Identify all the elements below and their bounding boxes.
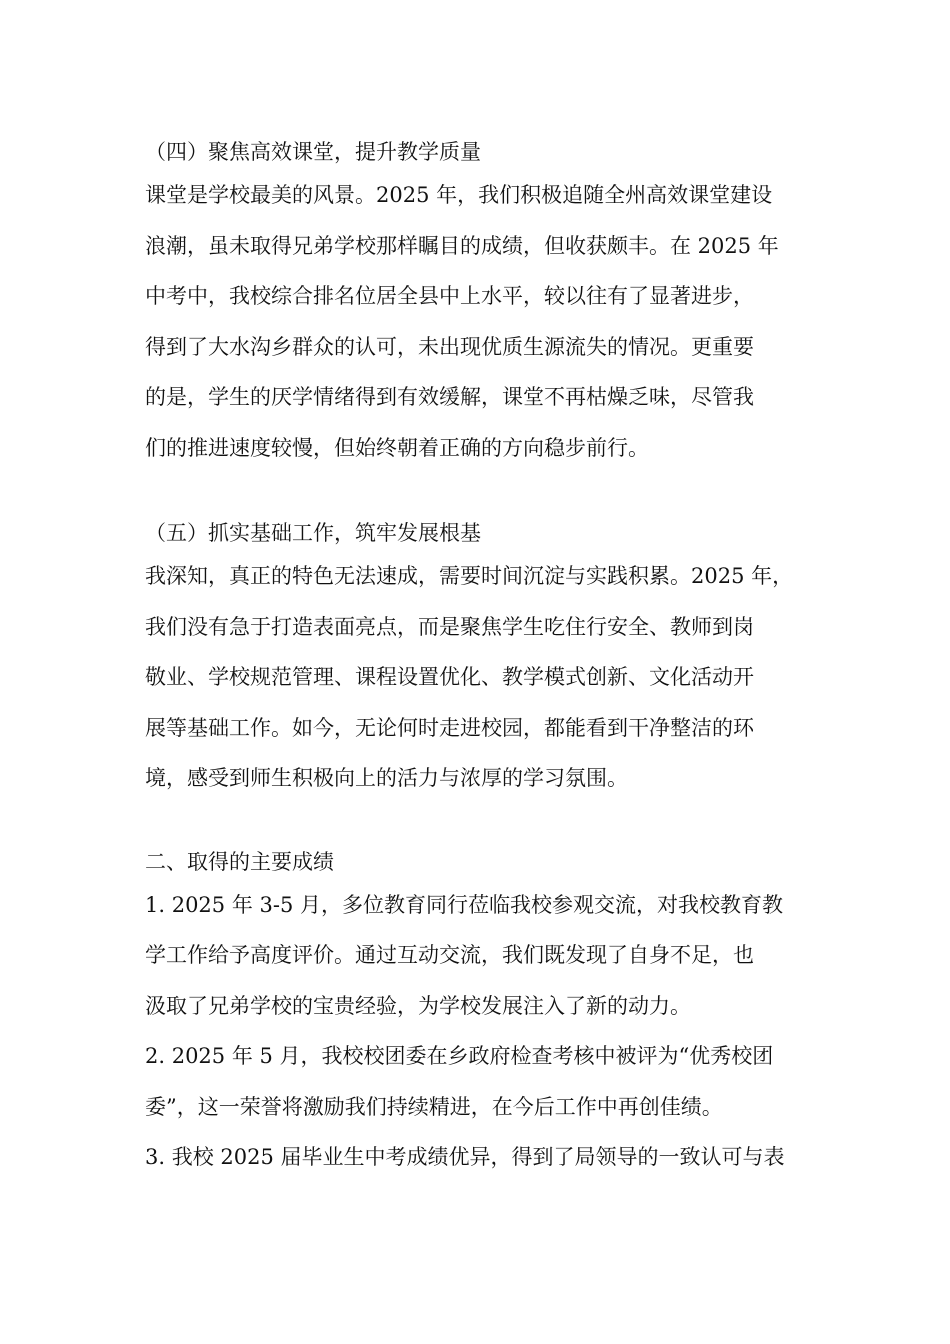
blank-line xyxy=(145,804,825,844)
paragraph-line: 浪潮，虽未取得兄弟学校那样瞩目的成绩，但收获颇丰。在 2025 年 xyxy=(145,233,779,258)
list-item-line: 2. 2025 年 5 月，我校校团委在乡政府检查考核中被评为“优秀校团 xyxy=(145,1044,774,1068)
list-item-line: 汲取了兄弟学校的宝贵经验，为学校发展注入了新的动力。 xyxy=(145,993,691,1018)
paragraph-line: 的是，学生的厌学情绪得到有效缓解，课堂不再枯燥乏味，尽管我 xyxy=(145,385,754,409)
list-item-line: 学工作给予高度评价。通过互动交流，我们既发现了自身不足，也 xyxy=(145,943,754,967)
paragraph-line: 中考中，我校综合排名位居全县中上水平，较以往有了显著进步， xyxy=(145,284,754,308)
achievements-heading: 二、取得的主要成绩 xyxy=(145,849,334,874)
paragraph-line: 展等基础工作。如今，无论何时走进校园，都能看到干净整洁的环 xyxy=(145,715,754,740)
blank-line xyxy=(145,473,825,515)
paragraph-line: 敬业、学校规范管理、课程设置优化、教学模式创新、文化活动开 xyxy=(145,665,754,689)
paragraph-line: 我们没有急于打造表面亮点，而是聚焦学生吃住行安全、教师到岗 xyxy=(145,614,754,639)
paragraph-line: 得到了大水沟乡群众的认可，未出现优质生源流失的情况。更重要 xyxy=(145,334,754,359)
section-4-body xyxy=(145,170,825,473)
achievements-body xyxy=(145,880,825,1183)
document-page xyxy=(145,134,825,1183)
list-item-line: 委”，这一荣誉将激励我们持续精进，在今后工作中再创佳绩。 xyxy=(145,1094,723,1119)
section-5-body xyxy=(145,551,825,804)
paragraph-line: 我深知，真正的特色无法速成，需要时间沉淀与实践积累。2025 年， xyxy=(145,564,794,588)
paragraph-line: 们的推进速度较慢，但始终朝着正确的方向稳步前行。 xyxy=(145,435,649,460)
section-heading-5: （五）抓实基础工作，筑牢发展根基 xyxy=(145,521,481,545)
list-item-line: 3. 我校 2025 届毕业生中考成绩优异，得到了局领导的一致认可与表 xyxy=(145,1145,785,1169)
paragraph-line: 课堂是学校最美的风景。2025 年，我们积极追随全州高效课堂建设 xyxy=(145,183,773,207)
list-item-line: 1. 2025 年 3-5 月，多位教育同行莅临我校参观交流，对我校教育教 xyxy=(145,892,783,917)
section-heading-4: （四）聚焦高效课堂，提升教学质量 xyxy=(145,140,481,164)
paragraph-line: 境，感受到师生积极向上的活力与浓厚的学习氛围。 xyxy=(145,766,628,790)
